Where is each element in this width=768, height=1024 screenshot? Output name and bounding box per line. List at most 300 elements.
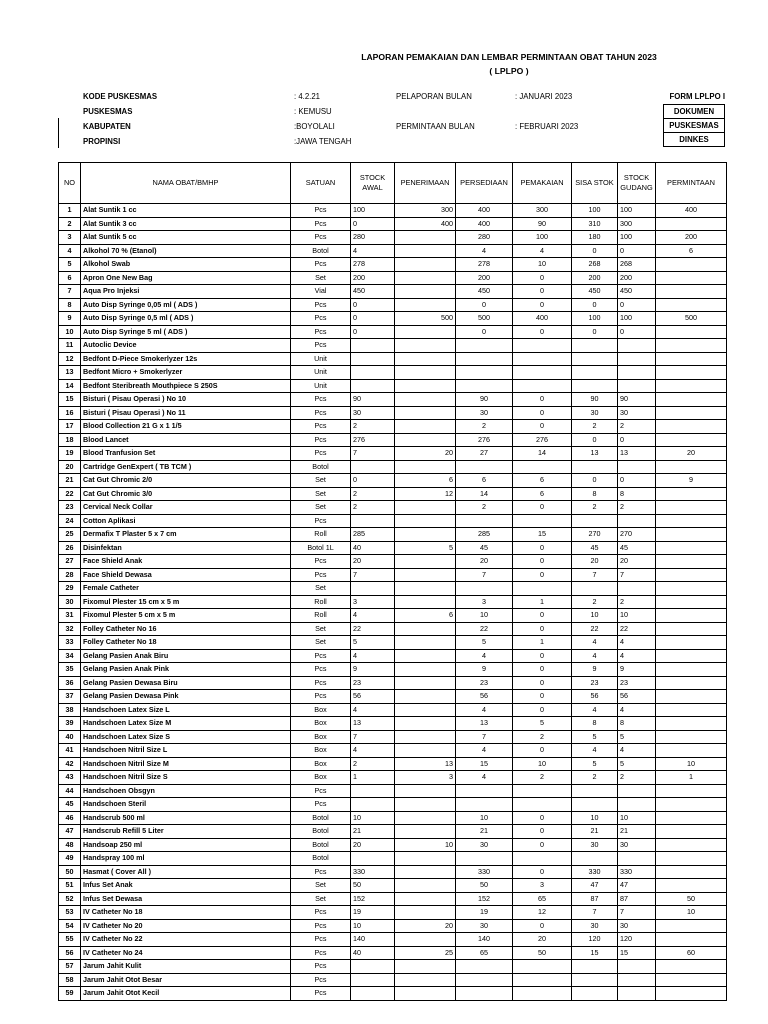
- cell-nama: IV Catheter No 18: [81, 906, 291, 920]
- table-row: [59, 379, 727, 393]
- cell-pemakaian: 5: [513, 717, 572, 731]
- cell-nama: Folley Catheter No 18: [81, 636, 291, 650]
- cell-stock-awal: [351, 366, 395, 380]
- cell-pemakaian: 0: [513, 325, 572, 339]
- cell-no: 6: [59, 271, 81, 285]
- cell-stock-gudang: 21: [618, 825, 656, 839]
- cell-stock-awal: 50: [351, 879, 395, 893]
- cell-pemakaian: 0: [513, 393, 572, 407]
- cell-no: 10: [59, 325, 81, 339]
- cell-nama: Alat Suntik 1 cc: [81, 204, 291, 218]
- cell-permintaan: [656, 852, 727, 866]
- cell-pemakaian: [513, 339, 572, 353]
- cell-persediaan: 9: [456, 663, 513, 677]
- cell-persediaan: 4: [456, 244, 513, 258]
- cell-no: 22: [59, 487, 81, 501]
- cell-stock-awal: 4: [351, 703, 395, 717]
- report-title-line1: LAPORAN PEMAKAIAN DAN LEMBAR PERMINTAAN OBAT TAHUN 2023: [361, 52, 657, 62]
- cell-sisa-stok: 2: [572, 420, 618, 434]
- cell-stock-awal: 0: [351, 217, 395, 231]
- cell-sisa-stok: 21: [572, 825, 618, 839]
- cell-no: 4: [59, 244, 81, 258]
- cell-stock-awal: 278: [351, 258, 395, 272]
- cell-stock-awal: 40: [351, 946, 395, 960]
- cell-permintaan: [656, 339, 727, 353]
- cell-persediaan: 21: [456, 825, 513, 839]
- cell-penerimaan: [395, 285, 456, 299]
- cell-stock-awal: 23: [351, 676, 395, 690]
- table-row: [59, 568, 727, 582]
- cell-stock-gudang: 0: [618, 298, 656, 312]
- cell-sisa-stok: 100: [572, 312, 618, 326]
- cell-pemakaian: 0: [513, 703, 572, 717]
- cell-pemakaian: 0: [513, 271, 572, 285]
- cell-satuan: Set: [291, 879, 351, 893]
- cell-nama: Cat Gut Chromic 3/0: [81, 487, 291, 501]
- cell-penerimaan: [395, 906, 456, 920]
- cell-sisa-stok: 20: [572, 555, 618, 569]
- form-box-puskesmas: PUSKESMAS: [663, 119, 725, 133]
- cell-nama: Handschoen Nitril Size L: [81, 744, 291, 758]
- cell-stock-gudang: 13: [618, 447, 656, 461]
- table-body: [59, 204, 727, 1001]
- cell-pemakaian: 2: [513, 771, 572, 785]
- cell-pemakaian: 3: [513, 879, 572, 893]
- cell-satuan: Box: [291, 717, 351, 731]
- cell-penerimaan: [395, 636, 456, 650]
- cell-stock-gudang: 200: [618, 271, 656, 285]
- cell-persediaan: [456, 514, 513, 528]
- cell-persediaan: 14: [456, 487, 513, 501]
- table-row: [59, 447, 727, 461]
- left-margin-rule: [58, 118, 59, 148]
- table-row: [59, 973, 727, 987]
- cell-satuan: Box: [291, 703, 351, 717]
- cell-stock-awal: 56: [351, 690, 395, 704]
- cell-penerimaan: [395, 676, 456, 690]
- cell-sisa-stok: 56: [572, 690, 618, 704]
- cell-penerimaan: [395, 393, 456, 407]
- cell-nama: Cervical Neck Collar: [81, 501, 291, 515]
- cell-no: 56: [59, 946, 81, 960]
- cell-no: 2: [59, 217, 81, 231]
- cell-persediaan: 10: [456, 811, 513, 825]
- cell-satuan: Set: [291, 474, 351, 488]
- lplpo-table: [58, 162, 727, 1001]
- cell-pemakaian: 0: [513, 744, 572, 758]
- cell-penerimaan: [395, 433, 456, 447]
- cell-sisa-stok: 10: [572, 609, 618, 623]
- cell-persediaan: 23: [456, 676, 513, 690]
- cell-no: 52: [59, 892, 81, 906]
- cell-no: 14: [59, 379, 81, 393]
- cell-no: 59: [59, 987, 81, 1001]
- cell-nama: Handschoen Latex Size S: [81, 730, 291, 744]
- cell-sisa-stok: 4: [572, 649, 618, 663]
- cell-no: 36: [59, 676, 81, 690]
- cell-persediaan: 278: [456, 258, 513, 272]
- cell-no: 58: [59, 973, 81, 987]
- table-row: [59, 663, 727, 677]
- cell-pemakaian: [513, 366, 572, 380]
- label-permintaan: PERMINTAAN BULAN: [396, 122, 475, 131]
- cell-persediaan: 27: [456, 447, 513, 461]
- cell-permintaan: 10: [656, 757, 727, 771]
- cell-pemakaian: 0: [513, 690, 572, 704]
- table-row: [59, 352, 727, 366]
- cell-no: 5: [59, 258, 81, 272]
- cell-persediaan: 4: [456, 703, 513, 717]
- cell-permintaan: [656, 298, 727, 312]
- cell-permintaan: [656, 663, 727, 677]
- cell-stock-gudang: 30: [618, 406, 656, 420]
- cell-satuan: Pcs: [291, 690, 351, 704]
- cell-permintaan: [656, 784, 727, 798]
- cell-pemakaian: [513, 784, 572, 798]
- cell-stock-gudang: 30: [618, 919, 656, 933]
- cell-penerimaan: [395, 420, 456, 434]
- table-row: [59, 433, 727, 447]
- cell-permintaan: 60: [656, 946, 727, 960]
- cell-nama: Handschoen Obsgyn: [81, 784, 291, 798]
- table-row: [59, 366, 727, 380]
- cell-penerimaan: [395, 528, 456, 542]
- cell-sisa-stok: 100: [572, 204, 618, 218]
- cell-stock-awal: 2: [351, 757, 395, 771]
- cell-persediaan: 2: [456, 501, 513, 515]
- cell-nama: Handspray 100 ml: [81, 852, 291, 866]
- cell-persediaan: 140: [456, 933, 513, 947]
- form-box-dokumen: DOKUMEN: [663, 104, 725, 119]
- cell-sisa-stok: 200: [572, 271, 618, 285]
- cell-nama: Fixomul Plester 5 cm x 5 m: [81, 609, 291, 623]
- cell-no: 50: [59, 865, 81, 879]
- cell-satuan: Roll: [291, 528, 351, 542]
- cell-satuan: Pcs: [291, 663, 351, 677]
- cell-stock-awal: [351, 960, 395, 974]
- cell-penerimaan: [395, 690, 456, 704]
- cell-sisa-stok: 450: [572, 285, 618, 299]
- cell-sisa-stok: 268: [572, 258, 618, 272]
- value-kabupaten: :BOYOLALI: [294, 122, 335, 131]
- cell-penerimaan: 300: [395, 204, 456, 218]
- table-row: [59, 798, 727, 812]
- cell-stock-awal: 4: [351, 649, 395, 663]
- table-row: [59, 690, 727, 704]
- cell-penerimaan: [395, 582, 456, 596]
- cell-penerimaan: 6: [395, 474, 456, 488]
- cell-satuan: Pcs: [291, 447, 351, 461]
- cell-nama: Auto Disp Syringe 5 ml ( ADS ): [81, 325, 291, 339]
- table-row: [59, 460, 727, 474]
- cell-no: 21: [59, 474, 81, 488]
- cell-penerimaan: [395, 649, 456, 663]
- cell-permintaan: [656, 460, 727, 474]
- cell-nama: Bedfont Micro + Smokerlyzer: [81, 366, 291, 380]
- cell-stock-awal: 9: [351, 663, 395, 677]
- cell-penerimaan: [395, 555, 456, 569]
- table-row: [59, 892, 727, 906]
- cell-stock-awal: 0: [351, 474, 395, 488]
- cell-pemakaian: 10: [513, 757, 572, 771]
- cell-pemakaian: [513, 582, 572, 596]
- cell-no: 51: [59, 879, 81, 893]
- cell-persediaan: 0: [456, 298, 513, 312]
- cell-satuan: Botol: [291, 811, 351, 825]
- cell-sisa-stok: 87: [572, 892, 618, 906]
- cell-permintaan: [656, 649, 727, 663]
- form-box: [663, 90, 725, 147]
- cell-no: 15: [59, 393, 81, 407]
- cell-penerimaan: 6: [395, 609, 456, 623]
- cell-persediaan: 56: [456, 690, 513, 704]
- cell-no: 7: [59, 285, 81, 299]
- cell-penerimaan: [395, 298, 456, 312]
- cell-permintaan: [656, 487, 727, 501]
- cell-stock-awal: 10: [351, 811, 395, 825]
- cell-persediaan: [456, 582, 513, 596]
- cell-sisa-stok: 4: [572, 744, 618, 758]
- cell-stock-gudang: 268: [618, 258, 656, 272]
- cell-permintaan: [656, 352, 727, 366]
- cell-permintaan: [656, 285, 727, 299]
- cell-penerimaan: [395, 460, 456, 474]
- cell-persediaan: [456, 973, 513, 987]
- cell-no: 49: [59, 852, 81, 866]
- cell-satuan: Pcs: [291, 231, 351, 245]
- cell-pemakaian: 0: [513, 501, 572, 515]
- table-row: [59, 825, 727, 839]
- cell-no: 39: [59, 717, 81, 731]
- cell-no: 35: [59, 663, 81, 677]
- cell-penerimaan: [395, 366, 456, 380]
- cell-nama: Jarum Jahit Kulit: [81, 960, 291, 974]
- cell-pemakaian: 276: [513, 433, 572, 447]
- cell-satuan: Botol: [291, 838, 351, 852]
- cell-satuan: Pcs: [291, 258, 351, 272]
- cell-stock-gudang: 87: [618, 892, 656, 906]
- cell-satuan: Pcs: [291, 433, 351, 447]
- table-row: [59, 339, 727, 353]
- cell-stock-awal: 19: [351, 906, 395, 920]
- cell-penerimaan: 10: [395, 838, 456, 852]
- cell-satuan: Box: [291, 771, 351, 785]
- cell-sisa-stok: [572, 798, 618, 812]
- cell-no: 43: [59, 771, 81, 785]
- cell-stock-gudang: [618, 339, 656, 353]
- cell-sisa-stok: 22: [572, 622, 618, 636]
- cell-nama: Blood Collection 21 G x 1 1/5: [81, 420, 291, 434]
- meta-labels: [83, 90, 157, 150]
- col-no: NO: [59, 163, 81, 204]
- cell-satuan: Pcs: [291, 973, 351, 987]
- cell-penerimaan: [395, 406, 456, 420]
- cell-penerimaan: [395, 892, 456, 906]
- cell-satuan: Set: [291, 487, 351, 501]
- form-box-dinkes: DINKES: [663, 133, 725, 147]
- cell-penerimaan: [395, 339, 456, 353]
- cell-satuan: Pcs: [291, 393, 351, 407]
- cell-penerimaan: [395, 501, 456, 515]
- cell-persediaan: [456, 352, 513, 366]
- cell-no: 32: [59, 622, 81, 636]
- cell-pemakaian: 50: [513, 946, 572, 960]
- table-row: [59, 784, 727, 798]
- cell-stock-awal: [351, 852, 395, 866]
- cell-persediaan: 4: [456, 771, 513, 785]
- cell-persediaan: 6: [456, 474, 513, 488]
- cell-penerimaan: 3: [395, 771, 456, 785]
- table-row: [59, 717, 727, 731]
- cell-penerimaan: [395, 703, 456, 717]
- cell-penerimaan: [395, 514, 456, 528]
- cell-pemakaian: 0: [513, 406, 572, 420]
- cell-stock-awal: 152: [351, 892, 395, 906]
- table-row: [59, 852, 727, 866]
- cell-permintaan: [656, 811, 727, 825]
- table-row: [59, 393, 727, 407]
- cell-no: 30: [59, 595, 81, 609]
- cell-permintaan: 500: [656, 312, 727, 326]
- cell-sisa-stok: 0: [572, 325, 618, 339]
- cell-permintaan: [656, 271, 727, 285]
- cell-sisa-stok: 0: [572, 298, 618, 312]
- cell-sisa-stok: 180: [572, 231, 618, 245]
- cell-persediaan: 4: [456, 649, 513, 663]
- cell-stock-gudang: 90: [618, 393, 656, 407]
- cell-persediaan: 500: [456, 312, 513, 326]
- cell-pemakaian: [513, 987, 572, 1001]
- cell-stock-gudang: 2: [618, 501, 656, 515]
- cell-pemakaian: 0: [513, 541, 572, 555]
- cell-sisa-stok: [572, 352, 618, 366]
- cell-satuan: Pcs: [291, 906, 351, 920]
- cell-stock-awal: 7: [351, 447, 395, 461]
- cell-pemakaian: [513, 798, 572, 812]
- cell-pemakaian: [513, 960, 572, 974]
- cell-sisa-stok: 2: [572, 501, 618, 515]
- cell-sisa-stok: [572, 460, 618, 474]
- cell-pemakaian: 6: [513, 487, 572, 501]
- cell-permintaan: [656, 501, 727, 515]
- cell-permintaan: [656, 609, 727, 623]
- cell-satuan: Box: [291, 757, 351, 771]
- cell-penerimaan: 20: [395, 919, 456, 933]
- cell-permintaan: [656, 541, 727, 555]
- cell-satuan: Pcs: [291, 649, 351, 663]
- cell-stock-gudang: 23: [618, 676, 656, 690]
- cell-satuan: Botol: [291, 852, 351, 866]
- cell-penerimaan: [395, 379, 456, 393]
- cell-no: 40: [59, 730, 81, 744]
- cell-no: 42: [59, 757, 81, 771]
- cell-penerimaan: [395, 960, 456, 974]
- cell-penerimaan: [395, 271, 456, 285]
- cell-stock-gudang: 5: [618, 730, 656, 744]
- cell-stock-gudang: 7: [618, 906, 656, 920]
- cell-pemakaian: 0: [513, 649, 572, 663]
- cell-no: 38: [59, 703, 81, 717]
- cell-satuan: Botol: [291, 244, 351, 258]
- cell-no: 53: [59, 906, 81, 920]
- cell-satuan: Pcs: [291, 960, 351, 974]
- col-penerimaan: PENERIMAAN: [395, 163, 456, 204]
- cell-no: 55: [59, 933, 81, 947]
- cell-permintaan: [656, 744, 727, 758]
- cell-persediaan: 5: [456, 636, 513, 650]
- cell-persediaan: 90: [456, 393, 513, 407]
- cell-persediaan: [456, 798, 513, 812]
- cell-satuan: Botol: [291, 460, 351, 474]
- cell-no: 33: [59, 636, 81, 650]
- table-row: [59, 987, 727, 1001]
- cell-sisa-stok: 4: [572, 636, 618, 650]
- table-row: [59, 595, 727, 609]
- cell-satuan: Botol: [291, 825, 351, 839]
- cell-persediaan: 200: [456, 271, 513, 285]
- cell-stock-awal: [351, 352, 395, 366]
- cell-no: 17: [59, 420, 81, 434]
- cell-persediaan: [456, 339, 513, 353]
- cell-no: 12: [59, 352, 81, 366]
- table-row: [59, 811, 727, 825]
- cell-persediaan: 50: [456, 879, 513, 893]
- cell-nama: Folley Catheter No 16: [81, 622, 291, 636]
- cell-satuan: Pcs: [291, 298, 351, 312]
- cell-pemakaian: [513, 514, 572, 528]
- cell-persediaan: 0: [456, 325, 513, 339]
- cell-satuan: Pcs: [291, 784, 351, 798]
- cell-pemakaian: [513, 973, 572, 987]
- cell-pemakaian: [513, 460, 572, 474]
- label-pelaporan: PELAPORAN BULAN: [396, 92, 472, 101]
- cell-stock-gudang: 100: [618, 204, 656, 218]
- cell-penerimaan: [395, 811, 456, 825]
- cell-permintaan: 400: [656, 204, 727, 218]
- cell-nama: IV Catheter No 20: [81, 919, 291, 933]
- value-propinsi: :JAWA TENGAH: [294, 137, 352, 146]
- cell-no: 37: [59, 690, 81, 704]
- value-pelaporan: : JANUARI 2023: [515, 92, 573, 101]
- table-row: [59, 501, 727, 515]
- table-row: [59, 312, 727, 326]
- report-title-line2: ( LPLPO ): [489, 66, 529, 76]
- cell-nama: Auto Disp Syringe 0,05 ml ( ADS ): [81, 298, 291, 312]
- cell-stock-gudang: 0: [618, 325, 656, 339]
- cell-permintaan: [656, 420, 727, 434]
- cell-no: 8: [59, 298, 81, 312]
- cell-nama: Blood Tranfusion Set: [81, 447, 291, 461]
- cell-stock-gudang: [618, 366, 656, 380]
- cell-permintaan: 200: [656, 231, 727, 245]
- cell-persediaan: 65: [456, 946, 513, 960]
- cell-sisa-stok: 2: [572, 595, 618, 609]
- cell-stock-awal: 21: [351, 825, 395, 839]
- cell-no: 57: [59, 960, 81, 974]
- cell-stock-gudang: 4: [618, 636, 656, 650]
- table-row: [59, 406, 727, 420]
- cell-satuan: Box: [291, 730, 351, 744]
- cell-sisa-stok: [572, 339, 618, 353]
- table-row: [59, 582, 727, 596]
- cell-sisa-stok: 30: [572, 919, 618, 933]
- col-persediaan: PERSEDIAAN: [456, 163, 513, 204]
- cell-satuan: Pcs: [291, 798, 351, 812]
- cell-satuan: Pcs: [291, 312, 351, 326]
- cell-no: 18: [59, 433, 81, 447]
- cell-sisa-stok: 0: [572, 474, 618, 488]
- cell-pemakaian: 0: [513, 919, 572, 933]
